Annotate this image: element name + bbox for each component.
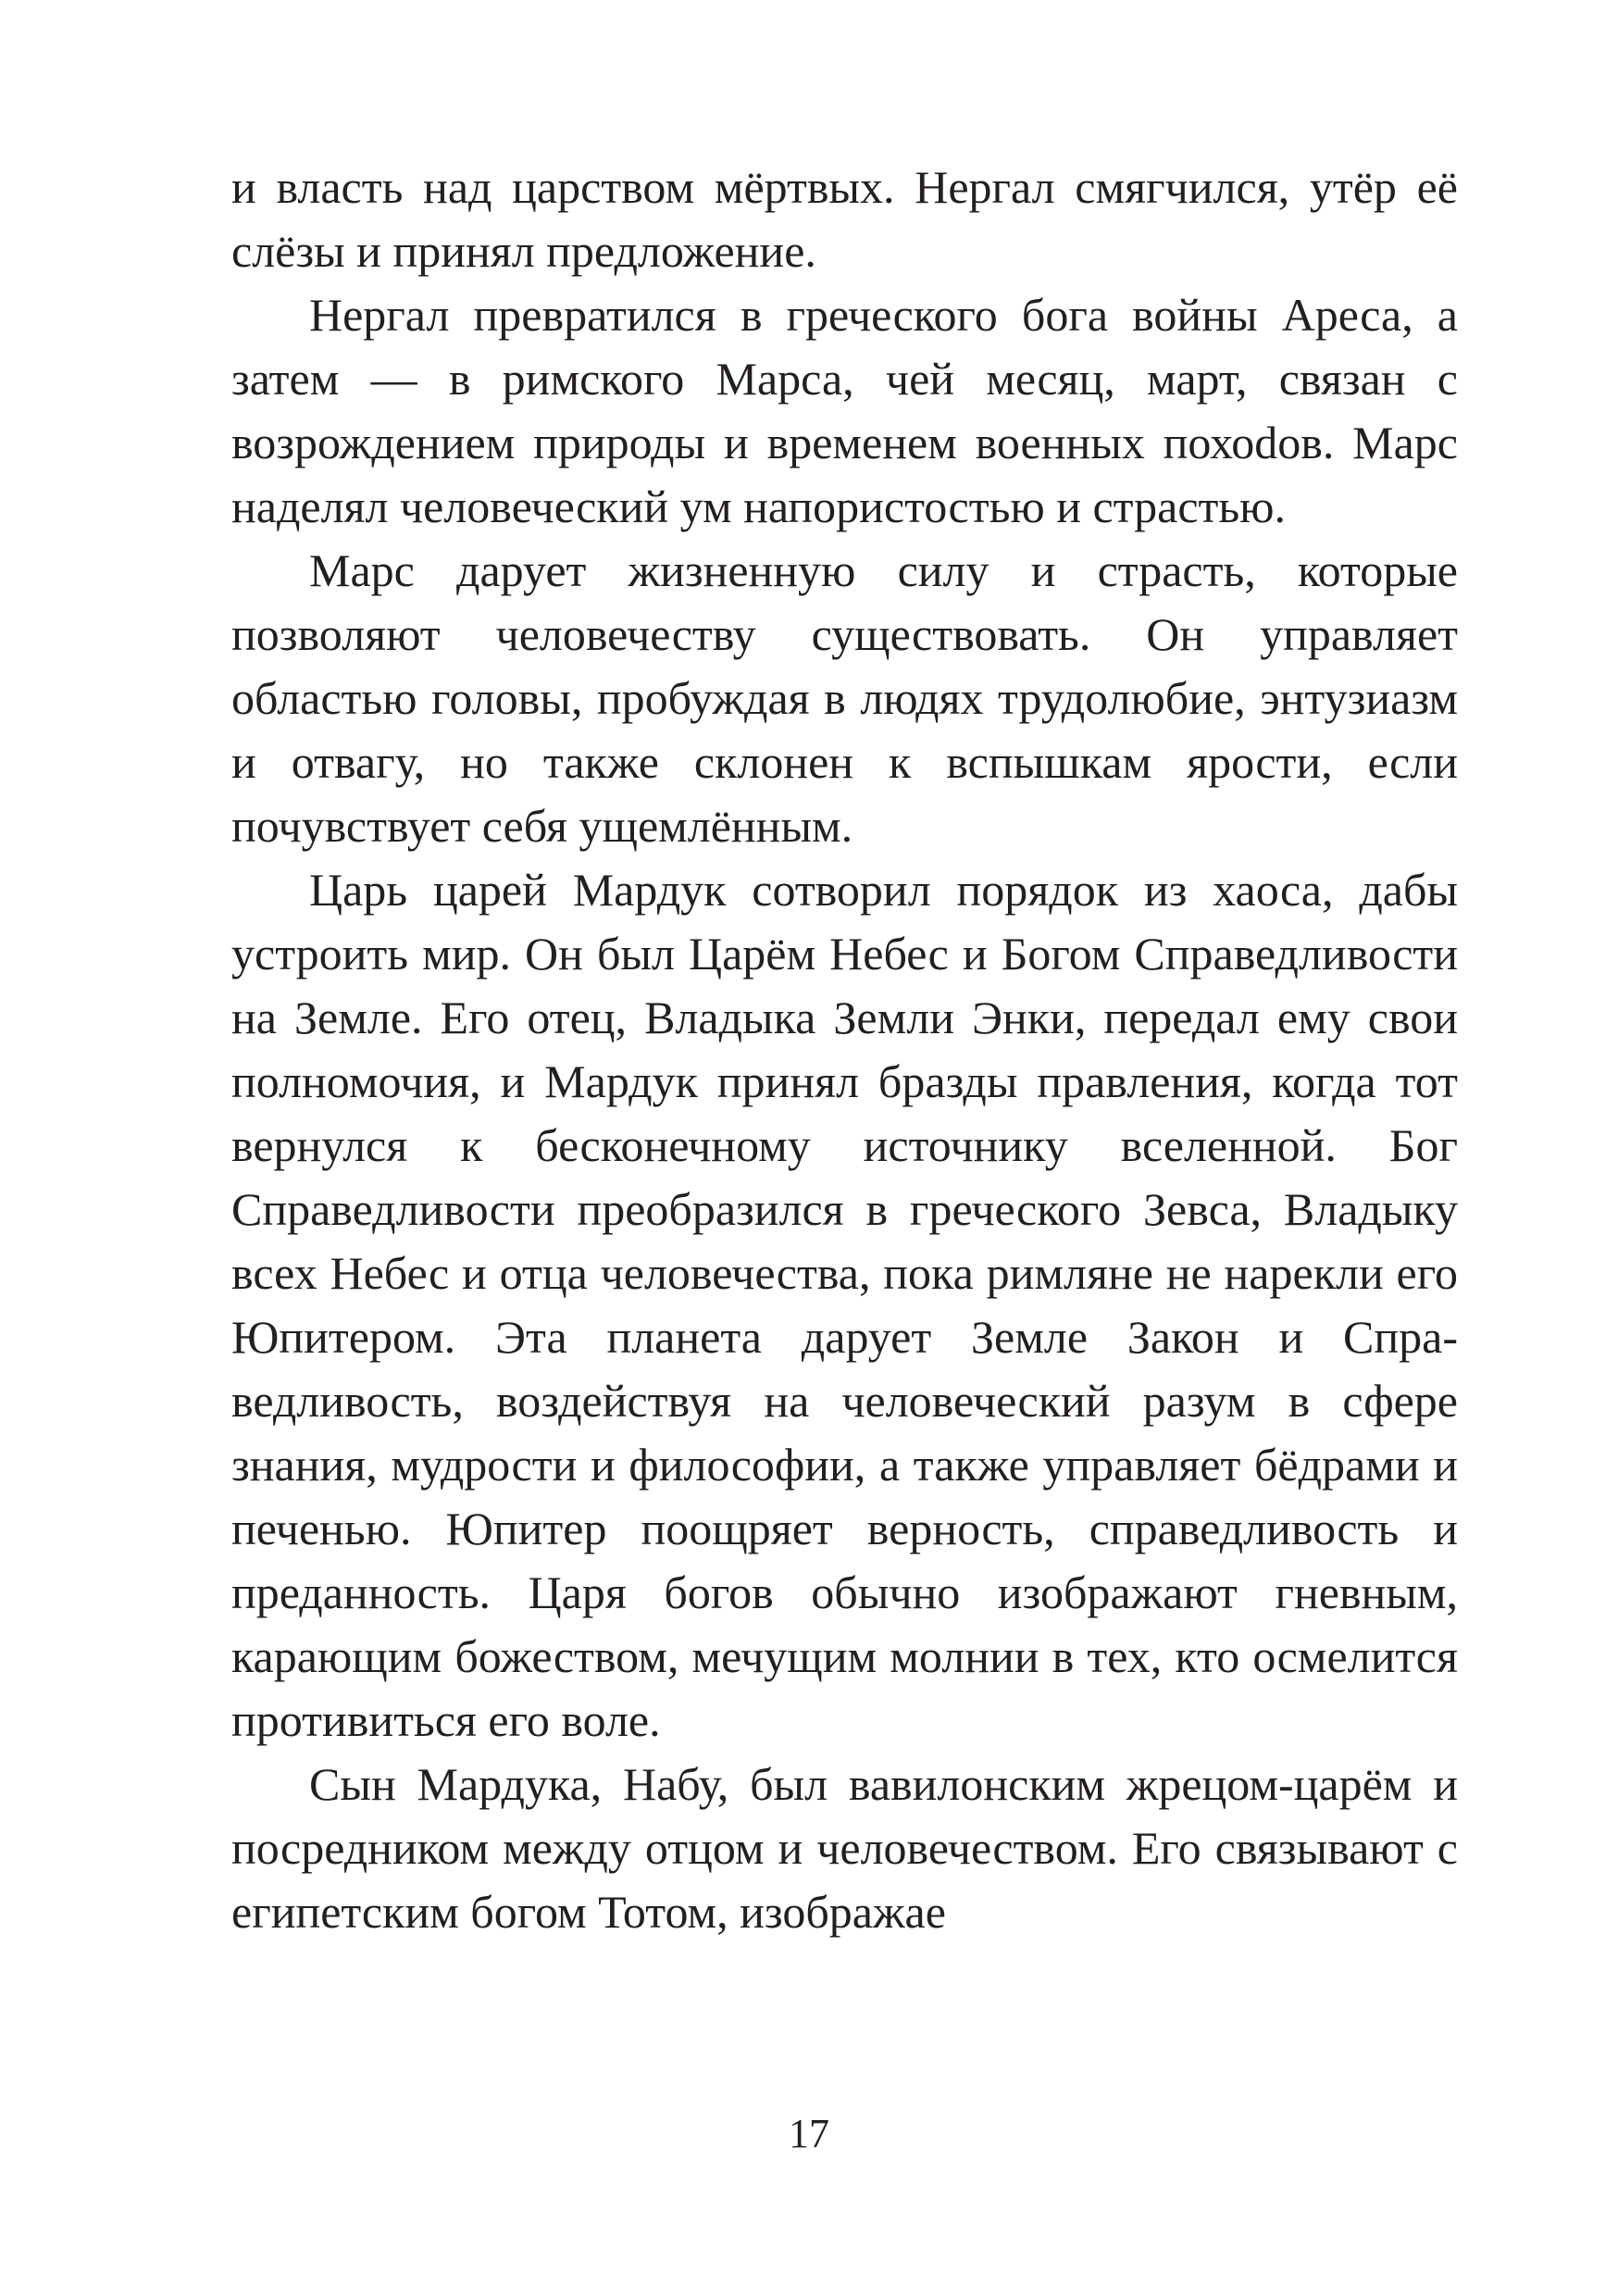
paragraph-2: Нергал превратился в греческого бога войны Ареса, а затем — в римского Марса, чей месяц, март, связан с возрождением природы и временем военных похоdов. Марс наделял человеческий ум напористостью и страстью.	[231, 289, 1458, 532]
paragraph-1: и власть над царством мёртвых. Нергал смягчился, утёр её слёзы и принял предложение.	[231, 161, 1458, 277]
body-text	[231, 156, 1458, 1944]
page-number: 17	[789, 2111, 829, 2156]
paragraph-4: Царь царей Мардук сотворил порядок из хаоса, дабы устроить мир. Он был Царём Небес и Богом Справедливости на Земле. Его отец, Владыка Земли Энки, передал ему свои полномочия, и Мардук принял бразды правления, когда тот вернулся к бесконечному источнику вселенной. Бог Справедливости преобразился в греческого Зевса, Владыку всех Небес и отца человечества, пока римляне не нарекли его Юпитером. Эта планета дарует Земле Закон и Справедливость, воздействуя на человеческий разум в сфере знания, мудрости и философии, а также управляет бёдрами и печенью. Юпитер поощряет верность, справедливость и преданность. Царя богов обычно изображают гневным, карающим божеством, мечущим молнии в тех, кто осмелится противиться его воле.	[231, 864, 1458, 1746]
paragraph-5: Сын Мардука, Набу, был вавилонским жрецом-царём и посредником между отцом и человечеством. Его связывают с египетским богом Тотом, изображае	[231, 1758, 1458, 1938]
paragraph-3: Марс дарует жизненную силу и страсть, которые позволяют человечеству существовать. Он управляет областью головы, пробуждая в людях трудолюбие, энтузиазм и отвагу, но также склонен к вспышкам ярости, если почувствует себя ущемлённым.	[231, 544, 1458, 852]
